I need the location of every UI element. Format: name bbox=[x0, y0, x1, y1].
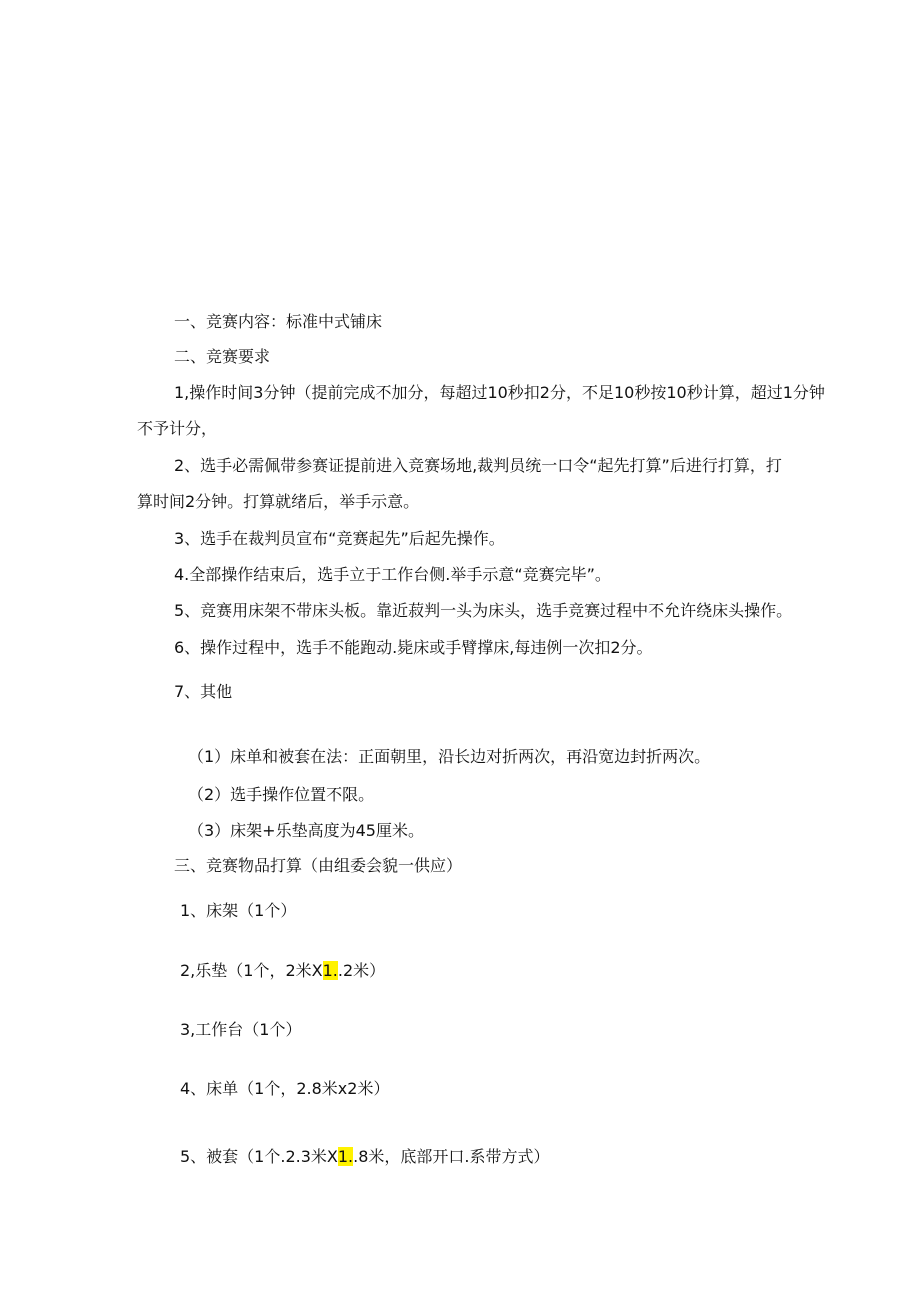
rule-3: 3、选手在裁判员宣布“竞赛起先”后起先操作。 bbox=[174, 529, 505, 548]
item-1: 1、床架（1个） bbox=[180, 901, 297, 920]
item-5 bbox=[180, 1146, 549, 1168]
item-4: 4、床单（1个，2.8米x2米） bbox=[180, 1079, 390, 1098]
rule-7-item-3: （3）床架+乐垫高度为45厘米。 bbox=[188, 821, 424, 840]
item-2 bbox=[180, 960, 385, 982]
rule-2-line-1: 2、选手必需佩带参赛证提前进入竞赛场地,裁判员统一口令“起先打算”后进行打算，打 bbox=[174, 456, 782, 475]
rule-4: 4.全部操作结束后，选手立于工作台侧.举手示意“竞赛完毕”。 bbox=[174, 565, 611, 584]
rule-6: 6、操作过程中，选手不能跑动.毙床或手臂撑床,每违例一次扣2分。 bbox=[174, 638, 653, 657]
item-2-text-a: 2,乐垫（1个，2米X bbox=[180, 961, 323, 980]
item-5-highlight: 1. bbox=[337, 1147, 354, 1166]
rule-7-item-2: （2）选手操作位置不限。 bbox=[188, 785, 375, 804]
item-5-text-b: .8米，底部开口.系带方式） bbox=[353, 1147, 550, 1166]
section-2-heading: 二、竞赛要求 bbox=[174, 347, 271, 366]
rule-7: 7、其他 bbox=[174, 682, 233, 701]
section-1-heading: 一、竞赛内容：标准中式铺床 bbox=[174, 312, 383, 331]
item-3: 3,工作台（1个） bbox=[180, 1020, 302, 1039]
section-3-heading: 三、竞赛物品打算（由组委会貌一供应） bbox=[174, 856, 463, 875]
rule-1-line-1: 1,操作时间3分钟（提前完成不加分，每超过10秒扣2分，不足10秒按10秒计算，超过1分钟 bbox=[174, 383, 825, 402]
rule-1-line-2: 不予计分， bbox=[137, 419, 218, 438]
item-2-text-b: .2米） bbox=[337, 961, 386, 980]
rule-5: 5、竞赛用床架不带床头板。靠近菽判一头为床头，选手竞赛过程中不允许绕床头操作。 bbox=[174, 601, 793, 620]
rule-7-item-1: （1）床单和被套在法：正面朝里，沿长边对折两次，再沿宽边封折两次。 bbox=[188, 747, 711, 766]
rule-2-line-2: 算时间2分钟。打算就绪后，举手示意。 bbox=[137, 492, 420, 511]
item-5-text-a: 5、被套（1个.2.3米X bbox=[180, 1147, 338, 1166]
item-2-highlight: 1. bbox=[322, 961, 338, 980]
